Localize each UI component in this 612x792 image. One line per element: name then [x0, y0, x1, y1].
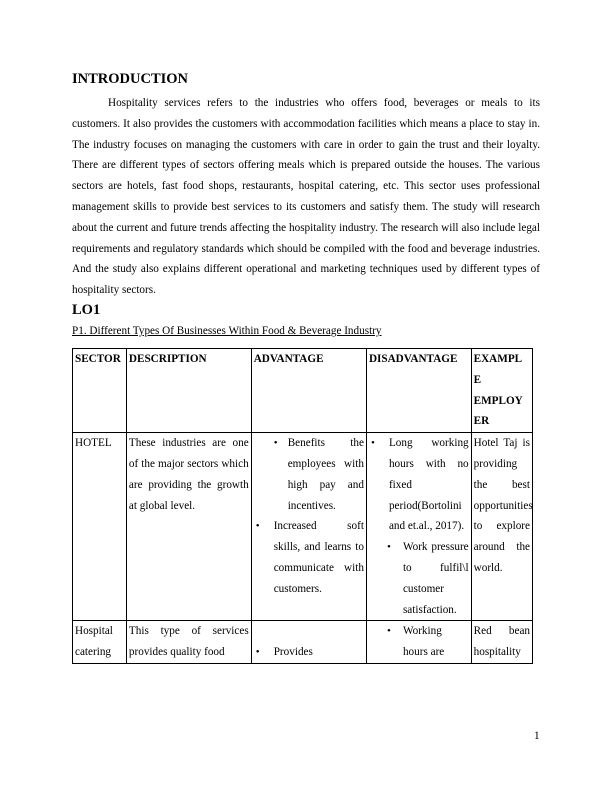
sector-cell: Hospital catering: [73, 621, 127, 664]
header-sector: SECTOR: [73, 349, 127, 433]
header-advantage: ADVANTAGE: [251, 349, 366, 433]
disadvantage-cell: [366, 621, 471, 664]
table-row: [73, 621, 533, 664]
header-disadvantage: DISADVANTAGE: [366, 349, 471, 433]
introduction-paragraph: Hospitality services refers to the industries who offers food, beverages or meals to its customers. It also provides the customers with accommodation facilities which means a place to stay in. The industry focuses on managing the customers with care in order to gain the trust and their loyalty. There are different types of sectors offering meals which is prepared outside the houses. The various sectors are hotels, fast food shops, restaurants, hospital catering, etc. This sector uses professional management skills to provide best services to its customers and satisfy them. The study will research about the current and future trends affecting the hospitality industry. The research will also include legal requirements and regulatory standards which should be compiled with the food and beverage industries. And the study also explains different operational and marketing techniques used by different types of hospitality sectors.: [72, 97, 540, 297]
list-item: • Long working hours with no fixed period(Bortolini and et.al., 2017).: [369, 433, 469, 537]
list-item: • Working hours are: [369, 621, 469, 663]
table-header-row: [73, 349, 533, 433]
list-item: • Provides: [254, 642, 364, 663]
example-cell: Red bean hospitality: [471, 621, 532, 664]
disadvantage-cell: [366, 433, 471, 621]
list-item: • Increased soft skills, and learns to communicate with customers.: [254, 516, 364, 599]
sector-cell: HOTEL: [73, 433, 127, 621]
description-cell: This type of services provides quality food: [126, 621, 251, 664]
list-item: • Benefits the employees with high pay and incentives.: [254, 433, 364, 516]
header-description: DESCRIPTION: [126, 349, 251, 433]
business-types-table: [72, 348, 533, 664]
section-title: P1. Different Types Of Businesses Within Food & Beverage Industry: [72, 325, 382, 337]
advantage-cell: [251, 621, 366, 664]
list-item: • Work pressure to fulfil\l customer satisfaction.: [369, 537, 469, 620]
header-example: EXAMPL E EMPLOY ER: [471, 349, 532, 433]
lo1-heading: LO1: [72, 302, 101, 318]
advantage-cell: [251, 433, 366, 621]
example-cell: Hotel Taj is providing the best opportunities to explore around the world.: [471, 433, 532, 621]
introduction-heading: INTRODUCTION: [72, 71, 189, 87]
page-number: 1: [534, 730, 540, 742]
table-row: [73, 433, 533, 621]
description-cell: These industries are one of the major sectors which are providing the growth at global level.: [126, 433, 251, 621]
